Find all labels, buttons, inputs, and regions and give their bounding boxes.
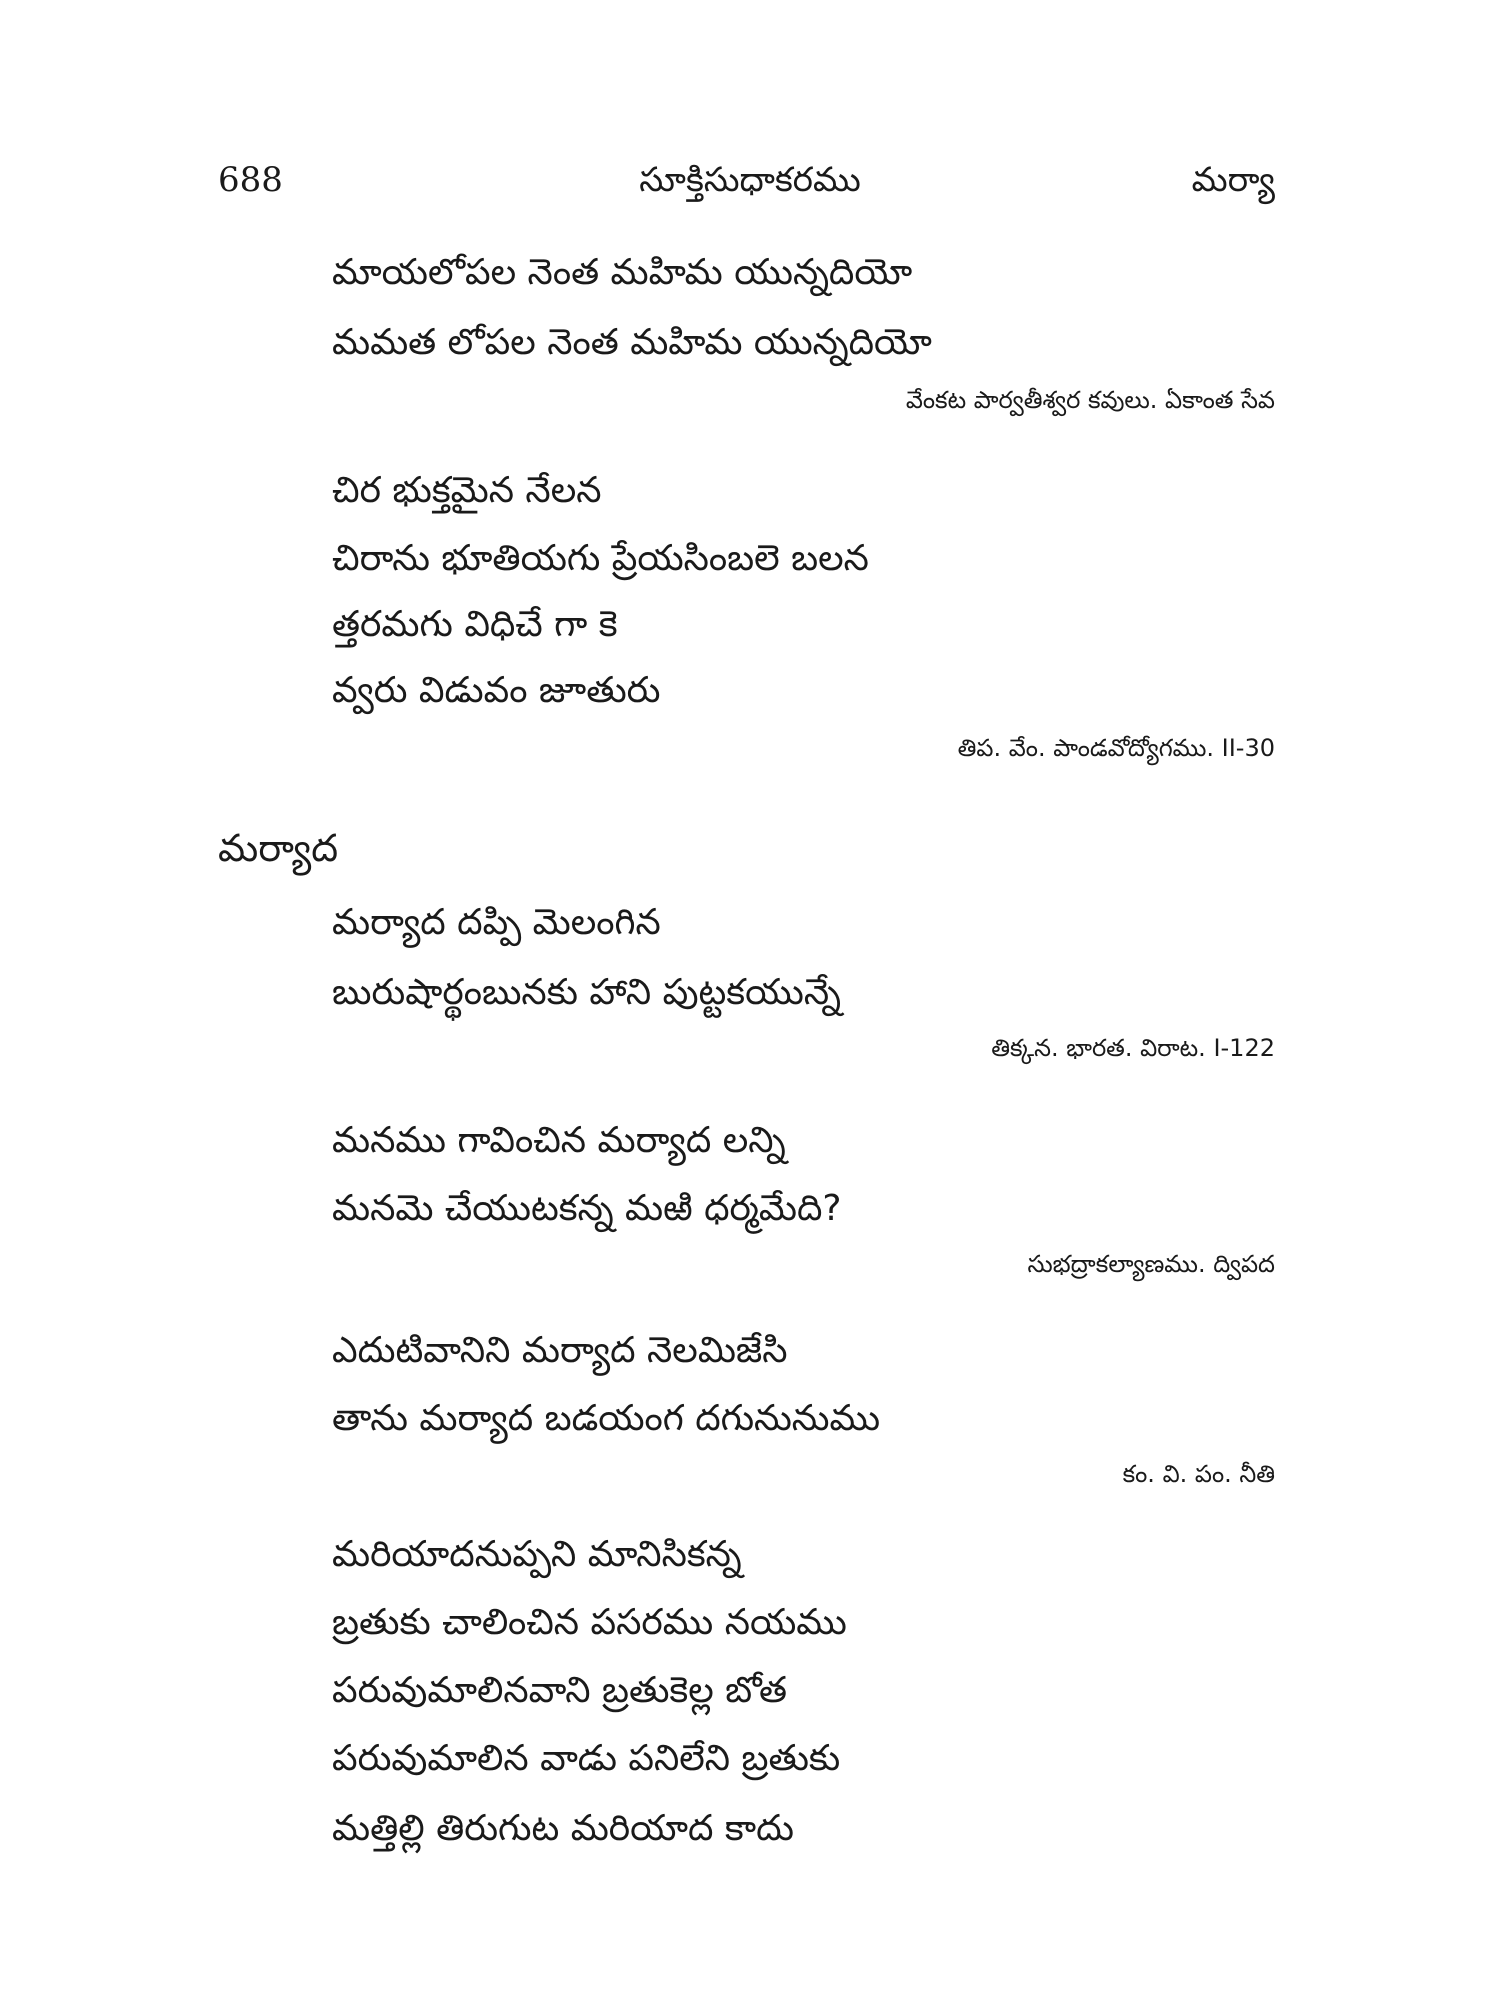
citation: తిప. వేం. పాండవోద్యోగము. II-30 bbox=[957, 734, 1275, 762]
verse-line: మమత లోపల నెంత మహిమ యున్నదియో bbox=[332, 322, 932, 363]
verse-line: మత్తిల్లి తిరుగుట మరియాద కాదు bbox=[332, 1808, 794, 1849]
running-head: మర్యా bbox=[1191, 160, 1275, 200]
verse-line: మాయలోపల నెంత మహిమ యున్నదియో bbox=[332, 252, 913, 293]
verse-line: బురుషార్థంబునకు హాని పుట్టకయున్నే bbox=[332, 972, 841, 1013]
citation: కం. వి. పం. నీతి bbox=[1122, 1460, 1275, 1488]
verse-line: తాను మర్యాద బడయంగ దగునునుము bbox=[332, 1398, 881, 1439]
verse-line: మరియాదనుప్పని మానిసికన్న bbox=[332, 1534, 742, 1575]
verse-line: మనము గావించిన మర్యాద లన్ని bbox=[332, 1120, 786, 1161]
section-heading: మర్యాద bbox=[218, 826, 339, 870]
verse-line: ఎదుటివానిని మర్యాద నెలమిజేసి bbox=[332, 1330, 788, 1371]
verse-line: బ్రతుకు చాలించిన పసరము నయము bbox=[332, 1602, 847, 1643]
citation: తిక్కన. భారత. విరాట. I-122 bbox=[991, 1034, 1275, 1062]
book-title: సూక్తిసుధాకరము bbox=[639, 160, 861, 200]
page-number: 688 bbox=[218, 160, 283, 200]
verse-line: పరువుమాలిన వాడు పనిలేని బ్రతుకు bbox=[332, 1738, 841, 1779]
citation: వేంకట పార్వతీశ్వర కవులు. ఏకాంత సేవ bbox=[905, 386, 1275, 414]
citation: సుభద్రాకల్యాణము. ద్విపద bbox=[1027, 1250, 1275, 1278]
verse-line: మర్యాద దప్పి మెలంగిన bbox=[332, 902, 661, 943]
verse-line: పరువుమాలినవాని బ్రతుకెల్ల బోత bbox=[332, 1670, 787, 1711]
verse-line: వ్వరు విడువం జూతురు bbox=[332, 670, 661, 711]
verse-line: మనమె చేయుటకన్న మఱి ధర్మమేది? bbox=[332, 1188, 842, 1229]
verse-line: త్తరమగు విధిచే గా కె bbox=[332, 604, 618, 645]
verse-line: చిర భుక్తమైన నేలన bbox=[332, 470, 602, 511]
verse-line: చిరాను భూతియగు ప్రేయసింబలె బలన bbox=[332, 538, 869, 579]
